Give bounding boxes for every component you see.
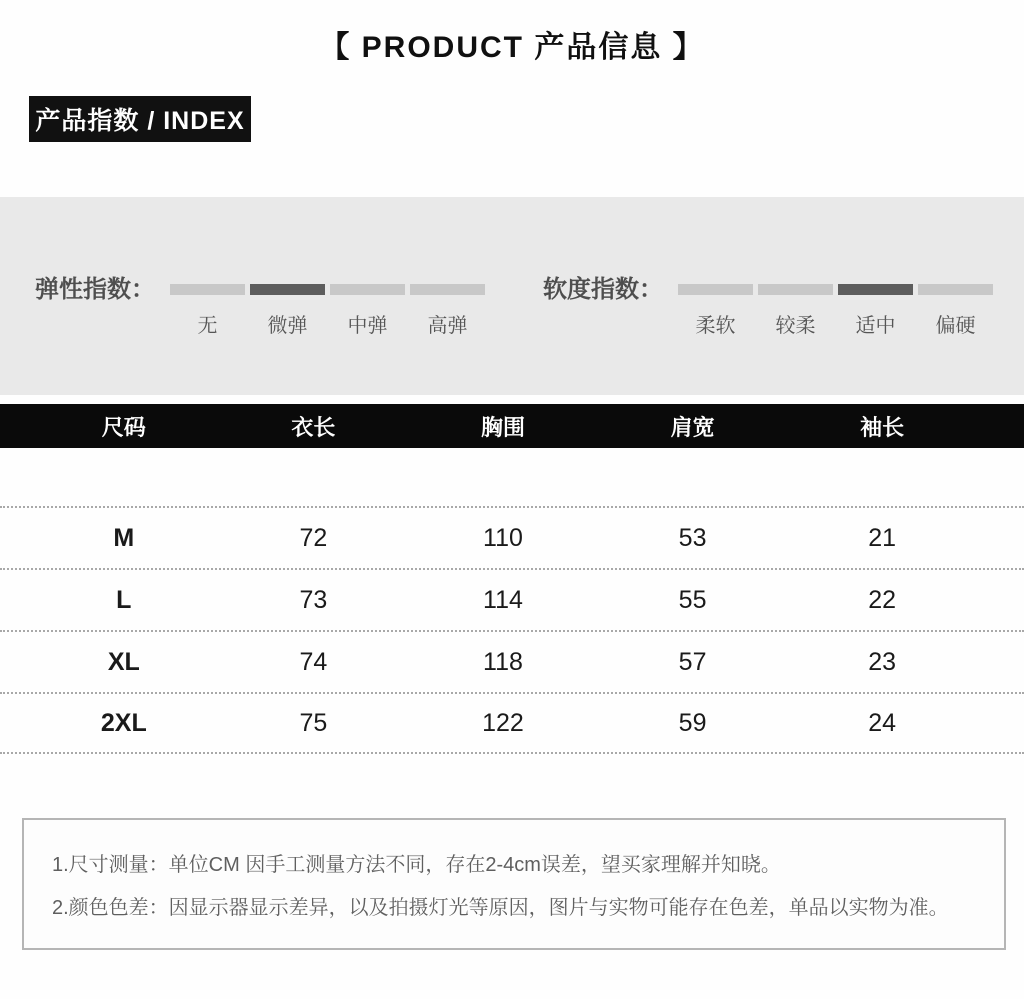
column-header-bust: 胸围	[480, 414, 525, 440]
level-label: 较柔	[775, 315, 816, 337]
table-row	[0, 692, 1024, 754]
softness-level-firm	[918, 275, 993, 338]
column-header-shoulder: 肩宽	[670, 414, 715, 440]
value-cell: 59	[678, 708, 707, 737]
value-cell: 24	[868, 708, 897, 737]
level-label: 柔软	[695, 315, 736, 337]
level-bar	[330, 284, 405, 295]
value-cell: 74	[299, 647, 328, 676]
value-cell: 72	[299, 523, 328, 552]
page-title: 【 PRODUCT 产品信息 】	[319, 31, 705, 64]
value-cell: 114	[483, 585, 523, 614]
value-cell: 75	[299, 708, 328, 737]
value-cell: 73	[299, 585, 328, 614]
level-label: 无	[197, 315, 218, 337]
value-cell: 122	[482, 708, 524, 737]
size-table-header	[0, 404, 1024, 448]
level-bar	[410, 284, 485, 295]
softness-level-moderate	[838, 275, 913, 338]
value-cell: 21	[868, 523, 897, 552]
note-color-difference: 2.颜色色差：因显示器显示差异，以及拍摄灯光等原因，图片与实物可能存在色差，单品以实物为准。	[52, 897, 949, 919]
level-label: 偏硬	[935, 315, 976, 337]
table-row	[0, 506, 1024, 568]
level-bar	[918, 284, 993, 295]
value-cell: 118	[483, 647, 523, 676]
elasticity-label: 弹性指数：	[35, 276, 155, 303]
elasticity-index	[35, 275, 490, 338]
softness-level-soft	[678, 275, 753, 338]
note-measurement: 1.尺寸测量：单位CM 因手工测量方法不同，存在2-4cm误差，望买家理解并知晓。	[52, 854, 781, 876]
value-cell: 53	[678, 523, 707, 552]
level-label: 微弹	[267, 315, 308, 337]
softness-levels	[678, 275, 998, 338]
elasticity-level-none	[170, 275, 245, 338]
size-cell: XL	[107, 647, 140, 676]
level-label: 适中	[855, 315, 896, 337]
level-bar	[678, 284, 753, 295]
level-bar	[250, 284, 325, 295]
softness-index	[543, 275, 998, 338]
value-cell: 55	[678, 585, 707, 614]
column-header-size: 尺码	[101, 414, 146, 440]
level-bar	[170, 284, 245, 295]
value-cell: 110	[483, 523, 523, 552]
column-header-sleeve: 袖长	[860, 414, 905, 440]
column-header-length: 衣长	[291, 414, 336, 440]
size-table-body	[0, 506, 1024, 754]
softness-label: 软度指数：	[543, 276, 663, 303]
size-cell: 2XL	[100, 708, 147, 737]
size-cell: M	[113, 523, 135, 552]
softness-level-softer	[758, 275, 833, 338]
elasticity-level-high	[410, 275, 485, 338]
level-bar	[838, 284, 913, 295]
value-cell: 57	[678, 647, 707, 676]
elasticity-levels	[170, 275, 490, 338]
level-label: 中弹	[347, 315, 388, 337]
elasticity-level-medium	[330, 275, 405, 338]
elasticity-level-slight	[250, 275, 325, 338]
level-bar	[758, 284, 833, 295]
notes-box	[22, 818, 1006, 950]
index-badge: 产品指数 / INDEX	[29, 96, 251, 142]
table-row	[0, 630, 1024, 692]
level-label: 高弹	[427, 315, 468, 337]
size-cell: L	[116, 585, 132, 614]
value-cell: 22	[868, 585, 897, 614]
index-panel	[0, 197, 1024, 395]
table-row	[0, 568, 1024, 630]
value-cell: 23	[868, 647, 897, 676]
